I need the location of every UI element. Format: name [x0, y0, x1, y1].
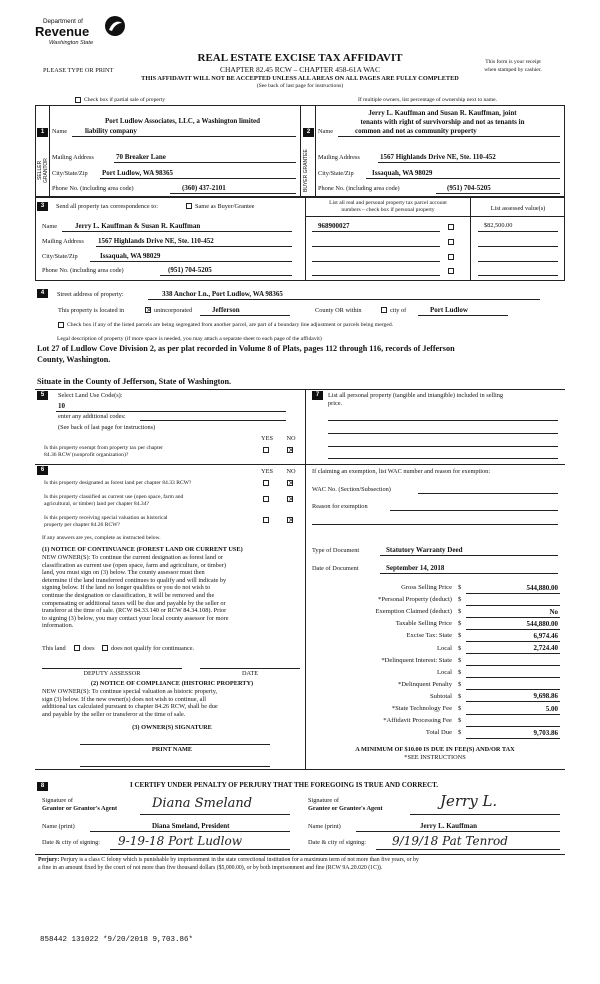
- assessed-header: List assessed value(s): [490, 205, 546, 212]
- tax-row-value[interactable]: 9,698.86: [533, 692, 558, 701]
- tax-row-label: *Personal Property (deduct): [378, 596, 452, 604]
- notice-compliance-line: additional tax calculated pursuant to chapter 84.26 RCW, shall be due: [42, 703, 218, 711]
- s5-yes-header: YES: [261, 435, 273, 442]
- seller-address[interactable]: 70 Breaker Lane: [116, 153, 166, 161]
- tax-row-dollar: $: [458, 608, 462, 616]
- buyer-name-label: Name: [318, 128, 334, 135]
- form-subtitle: CHAPTER 82.45 RCW – CHAPTER 458-61A WAC: [220, 65, 380, 74]
- notice-continuance-line: NEW OWNER(S): To continue the current designation as forest land or: [42, 554, 223, 561]
- assessor-date-label: DATE: [241, 670, 259, 677]
- exemption-label: If claiming an exemption, list WAC number and reason for exemption:: [312, 468, 491, 475]
- buyer-name-line3[interactable]: common and not as community property: [355, 127, 477, 135]
- perjury-text-1: [38, 857, 419, 863]
- seller-address-label: Mailing Address: [52, 154, 94, 161]
- does-checkbox[interactable]: [74, 645, 80, 651]
- seller-phone-label: Phone No. (including area code): [52, 185, 134, 192]
- land-use-label: Select Land Use Code(s):: [58, 392, 123, 399]
- tax-row-dollar: $: [458, 584, 462, 591]
- does-not-checkbox[interactable]: [102, 645, 108, 651]
- grantor-name[interactable]: Diana Smeland, President: [152, 822, 230, 830]
- perjury-text-line1: Perjury is a class C felony which is punishable by imprisonment in the state correctional institution for a maximum term of not more than five years, or by: [60, 857, 419, 863]
- current-use-question-1: Is this property classified as current use (open space, farm and: [44, 494, 184, 500]
- legal-description-label: Legal description of property (if more space is needed, you may attach a separate sheet to each page of the affidavit): [57, 336, 322, 342]
- seller-city[interactable]: Port Ludlow, WA 98365: [102, 169, 174, 177]
- legal-line-2[interactable]: County, Washington.: [37, 355, 111, 364]
- section-1-badge: 1: [37, 128, 48, 137]
- tax-row-dollar: $: [458, 705, 462, 712]
- tax-row-label: *Delinquent Interest: State: [381, 656, 452, 664]
- s3-phone[interactable]: (951) 704-5205: [168, 266, 212, 274]
- current-use-yes-checkbox[interactable]: [263, 496, 269, 502]
- tax-row-label: Local: [436, 644, 452, 652]
- tax-row-label: Excise Tax: State: [406, 632, 452, 640]
- street-address-label: Street address of property:: [57, 291, 124, 298]
- tax-row-value[interactable]: No: [549, 607, 558, 616]
- current-use-no-checkbox[interactable]: ×: [288, 495, 294, 503]
- historic-question-2: property per chapter 84.26 RCW?: [44, 522, 120, 528]
- section-5-badge: 5: [37, 391, 48, 400]
- seller-name-line1[interactable]: Port Ludlow Associates, LLC, a Washington limited: [104, 117, 261, 125]
- s3-address-label: Mailing Address: [42, 238, 84, 245]
- wac-label: WAC No. (Section/Subsection): [312, 486, 391, 493]
- tax-row-dollar: $: [458, 644, 462, 652]
- segregated-label: Check box if any of the listed parcels are being segregated from another parcel, are part of a boundary line adjustment or parcels being merged.: [67, 322, 394, 328]
- tax-row-dollar: $: [458, 692, 462, 700]
- notice-continuance-line: compensating or additional taxes will be due and payable by the seller or: [42, 599, 226, 607]
- land-use-code[interactable]: 10: [58, 402, 65, 410]
- notice-continuance-line: continue the designation or classification, it will be removed and the: [42, 591, 215, 599]
- grantee-name-label: Name (print): [308, 823, 341, 830]
- tax-row-label: Taxable Selling Price: [395, 620, 452, 628]
- grantor-date-city: 9-19-18 Port Ludlow: [118, 834, 242, 848]
- tax-row-label: *Affidavit Processing Fee: [383, 717, 452, 725]
- seller-phone[interactable]: (360) 437-2101: [182, 184, 226, 192]
- tax-row-value[interactable]: 2,724.40: [533, 644, 558, 652]
- does-not-label: does not qualify for continuance.: [111, 645, 195, 652]
- tax-row-value[interactable]: 544,880.00: [526, 583, 558, 592]
- logo-revenue: Revenue: [35, 24, 90, 39]
- exempt-no-checkbox[interactable]: ×: [288, 446, 294, 454]
- city-value[interactable]: Port Ludlow: [430, 306, 468, 314]
- tax-row-dollar: $: [458, 656, 462, 664]
- does-label: does: [83, 645, 95, 652]
- send-correspondence-label: Send all property tax correspondence to:: [56, 203, 158, 210]
- buyer-city[interactable]: Issaquah, WA 98029: [372, 169, 433, 177]
- buyer-name-line1[interactable]: Jerry L. Kauffman and Susan R. Kauffman, joint: [368, 109, 517, 117]
- historic-yes-checkbox[interactable]: [263, 517, 269, 523]
- personal-property-label-1: List all personal property (tangible and intangible) included in selling: [328, 392, 504, 399]
- notice-continuance-line: determine if the land transferred continues to qualify and will indicate by: [42, 576, 227, 584]
- receipt-note-1: This form is your receipt: [485, 59, 541, 65]
- tax-row-dollar: $: [458, 632, 462, 640]
- parcel-2-personal-checkbox[interactable]: [448, 239, 454, 245]
- print-name-label: PRINT NAME: [151, 746, 193, 753]
- doc-type-label: Type of Document: [312, 547, 360, 554]
- forest-land-question: Is this property designated as forest land per chapter 84.33 RCW?: [44, 480, 192, 486]
- exempt-yes-checkbox[interactable]: [263, 447, 269, 453]
- s5-no-header: NO: [286, 435, 296, 442]
- located-label: This property is located in: [58, 307, 125, 314]
- tax-row-value[interactable]: 6,974.46: [533, 631, 558, 640]
- buyer-city-label: City/State/Zip: [318, 170, 354, 177]
- additional-codes-label: enter any additional codes:: [58, 413, 126, 420]
- s3-city[interactable]: Issaquah, WA 98029: [100, 252, 161, 260]
- notice-continuance-body: [42, 554, 302, 630]
- parcel-3-personal-checkbox[interactable]: [448, 254, 454, 260]
- historic-question-1: Is this property receiving special valuation as historical: [44, 515, 168, 521]
- buyer-phone[interactable]: (951) 704-5205: [447, 184, 491, 192]
- buyer-address-label: Mailing Address: [318, 154, 360, 161]
- tax-row-value[interactable]: 9,703.86: [533, 728, 558, 737]
- tax-row-dollar: $: [458, 668, 462, 676]
- this-land-label: This land: [42, 645, 66, 652]
- notice-continuance-line: transferor at the time of sale. (RCW 84.33.140 or RCW 84.34.108). Prior: [42, 607, 227, 615]
- section-8-badge: 8: [37, 782, 48, 791]
- partial-sale-label: Check box if partial sale of property: [84, 97, 166, 103]
- buyer-address[interactable]: 1567 Highlands Drive NE, Ste. 110-452: [380, 153, 496, 161]
- county-value[interactable]: Jefferson: [212, 306, 240, 314]
- logo-swoosh-icon: [103, 14, 127, 38]
- tax-row-value[interactable]: 5.00: [545, 704, 558, 713]
- tax-row-label: Subtotal: [430, 692, 452, 700]
- same-as-buyer-label: Same as Buyer/Grantee: [195, 203, 255, 210]
- notice-continuance-line: signing below. If the land no longer qualifies or you do not wish to: [42, 584, 211, 592]
- grantor-sig-label-2: Grantor or Grantor's Agent: [42, 805, 118, 812]
- section-4-badge: 4: [37, 289, 48, 298]
- seller-name-label: Name: [52, 128, 68, 135]
- form-title: REAL ESTATE EXCISE TAX AFFIDAVIT: [197, 52, 403, 64]
- current-use-question-2: agricultural, or timber) land per chapter 84.34?: [44, 501, 149, 507]
- tax-row-label: Exemption Claimed (deduct): [375, 608, 452, 616]
- forest-no-checkbox[interactable]: ×: [288, 479, 294, 487]
- city-of-label: city of: [390, 307, 407, 314]
- s3-name-label: Name: [42, 223, 58, 230]
- s6-yes-header: YES: [261, 468, 273, 475]
- notice-compliance-line: sign (3) below. If the new owner(s) does not wish to continue, all: [42, 695, 206, 703]
- parcel-1-personal-checkbox[interactable]: [448, 224, 454, 230]
- seller-sidebar: SELLER GRANTOR: [37, 158, 49, 183]
- exempt-question-2: 84.36 RCW (nonprofit organization)?: [44, 452, 129, 458]
- s3-name[interactable]: Jerry L. Kauffman & Susan R. Kauffman: [75, 222, 201, 230]
- cashier-stamp: 858442 131022 *9/20/2018 9,703.86*: [40, 936, 194, 944]
- doc-date[interactable]: September 14, 2018: [386, 564, 445, 572]
- county-or-label: County OR within: [315, 307, 362, 314]
- buyer-sidebar: BUYER GRANTEE: [303, 149, 309, 192]
- type-print-note: PLEASE TYPE OR PRINT: [43, 67, 114, 74]
- logo-state: Washington State: [49, 40, 94, 46]
- section-2-badge: 2: [303, 128, 314, 137]
- segregated-checkbox[interactable]: [58, 322, 64, 328]
- same-as-buyer-checkbox[interactable]: [186, 203, 192, 209]
- certify-statement: I CERTIFY UNDER PENALTY OF PERJURY THAT THE FOREGOING IS TRUE AND CORRECT.: [130, 781, 439, 789]
- unincorporated-label: unincorporated: [154, 307, 193, 314]
- warning-text: THIS AFFIDAVIT WILL NOT BE ACCEPTED UNLESS ALL AREAS ON ALL PAGES ARE FULLY COMPLETED: [141, 75, 459, 82]
- doc-type[interactable]: Statutory Warranty Deed: [386, 546, 463, 554]
- tax-row-label: Local: [436, 668, 452, 676]
- partial-sale-checkbox[interactable]: [75, 97, 81, 103]
- section-7-badge: 7: [312, 391, 323, 400]
- grantor-signature: Diana Smeland: [152, 796, 253, 811]
- notice-compliance-body: [42, 688, 302, 718]
- tax-row-dollar: $: [458, 729, 462, 737]
- grantee-signature: Jerry L.: [440, 792, 498, 810]
- tax-row-value[interactable]: 544,880.00: [526, 619, 558, 628]
- notice-compliance-line: and payable by the seller or transferor at the time of sale.: [42, 710, 186, 718]
- grantor-sig-label-1: Signature of: [42, 797, 73, 804]
- grantee-name[interactable]: Jerry L. Kauffman: [420, 822, 477, 830]
- tax-row-label: *Delinquent Penalty: [397, 680, 452, 688]
- assessed-value[interactable]: $82,500.00: [484, 222, 513, 229]
- notice-continuance-line: information.: [42, 622, 74, 630]
- see-instructions-note: *SEE INSTRUCTIONS: [404, 754, 466, 761]
- tax-row-label: Total Due: [425, 729, 452, 737]
- tax-row-label: Gross Selling Price: [401, 584, 452, 591]
- logo: [35, 14, 130, 54]
- notice-compliance-title: (2) NOTICE OF COMPLIANCE (HISTORIC PROPERTY): [90, 680, 254, 687]
- owner-signature-label: (3) OWNER(S) SIGNATURE: [132, 724, 212, 731]
- tax-row-dollar: $: [458, 596, 462, 604]
- reason-label: Reason for exemption: [312, 503, 368, 510]
- tax-row-dollar: $: [458, 680, 462, 688]
- land-use-see-back: (See back of last page for instructions): [58, 424, 156, 431]
- s3-address[interactable]: 1567 Highlands Drive NE, Ste. 110-452: [98, 237, 214, 245]
- tax-row-label: *State Technology Fee: [391, 705, 452, 712]
- notice-continuance-line: classification as current use (open space, farm and agriculture, or timber): [42, 561, 226, 569]
- grantee-sig-label-1: Signature of: [308, 797, 339, 804]
- s6-no-header: NO: [286, 468, 296, 475]
- seller-city-label: City/State/Zip: [52, 170, 88, 177]
- perjury-text-line2: a fine in an amount fixed by the court of not more than five thousand dollars ($5,000.00), or by both imprisonment and fine (RCW 9A.20.020 (1C)).: [38, 865, 383, 871]
- parcel-header-2: numbers – check box if personal property: [341, 207, 435, 213]
- s3-phone-label: Phone No. (including area code): [42, 267, 124, 274]
- exempt-question-1: Is this property exempt from property tax per chapter: [44, 445, 163, 451]
- parcel-header-1: List all real and personal property tax parcel account: [329, 200, 447, 206]
- parcel-4-personal-checkbox[interactable]: [448, 268, 454, 274]
- grantee-date-label: Date & city of signing:: [308, 839, 367, 846]
- perjury-label: Perjury:: [38, 857, 60, 863]
- grantee-sig-label-2: Grantee or Grantee's Agent: [308, 805, 383, 812]
- grantor-name-label: Name (print): [42, 823, 75, 830]
- multiple-owners-note: If multiple owners, list percentage of ownership next to name.: [358, 97, 498, 103]
- personal-property-label-2: price.: [328, 400, 343, 407]
- receipt-note-2: when stamped by cashier.: [484, 67, 542, 73]
- doc-date-label: Date of Document: [312, 565, 359, 572]
- seller-name-line2[interactable]: liability company: [85, 127, 137, 135]
- street-address[interactable]: 338 Anchor Ln., Port Ludlow, WA 98365: [162, 290, 283, 298]
- see-back-note: (See back of last page for instructions): [256, 83, 344, 89]
- minimum-fee-note: A MINIMUM OF $10.00 IS DUE IN FEE(S) AND/OR TAX: [355, 746, 515, 753]
- situate-line[interactable]: Situate in the County of Jefferson, State of Washington.: [37, 377, 232, 386]
- grantor-date-label: Date & city of signing:: [42, 839, 101, 846]
- city-of-checkbox[interactable]: [381, 307, 387, 313]
- notice-continuance-line: to signing (3) below, you may contact your local county assessor for more: [42, 614, 229, 622]
- legal-line-1[interactable]: Lot 27 of Ludlow Cove Division 2, as per plat recorded in Volume 8 of Plats, pages 112 through 116, records of Jefferson: [37, 344, 455, 353]
- if-yes-note: If any answers are yes, complete as instructed below.: [42, 535, 161, 541]
- notice-continuance-line: land, you must sign on (3) below. The county assessor must then: [42, 569, 205, 577]
- forest-yes-checkbox[interactable]: [263, 480, 269, 486]
- section-6-badge: 6: [37, 466, 48, 475]
- tax-row-dollar: $: [458, 717, 462, 725]
- s3-city-label: City/State/Zip: [42, 253, 78, 260]
- tax-row-dollar: $: [458, 620, 462, 628]
- section-3-badge: 3: [37, 202, 48, 211]
- historic-no-checkbox[interactable]: ×: [288, 516, 294, 524]
- deputy-assessor-label: DEPUTY ASSESSOR: [83, 670, 141, 677]
- notice-continuance-title: (1) NOTICE OF CONTINUANCE (FOREST LAND OR CURRENT USE): [42, 546, 243, 553]
- parcel-number[interactable]: 968900027: [318, 222, 350, 230]
- notice-compliance-line: NEW OWNER(S): To continue special valuation as historic property,: [42, 688, 218, 695]
- unincorporated-checkbox[interactable]: ×: [146, 306, 152, 314]
- grantee-date-city: 9/19/18 Pat Tenrod: [392, 834, 508, 848]
- logo-dept-line: Department of: [43, 18, 83, 25]
- buyer-phone-label: Phone No. (including area code): [318, 185, 400, 192]
- buyer-name-line2[interactable]: tenants with right of survivorship and not as tenants in: [360, 118, 525, 126]
